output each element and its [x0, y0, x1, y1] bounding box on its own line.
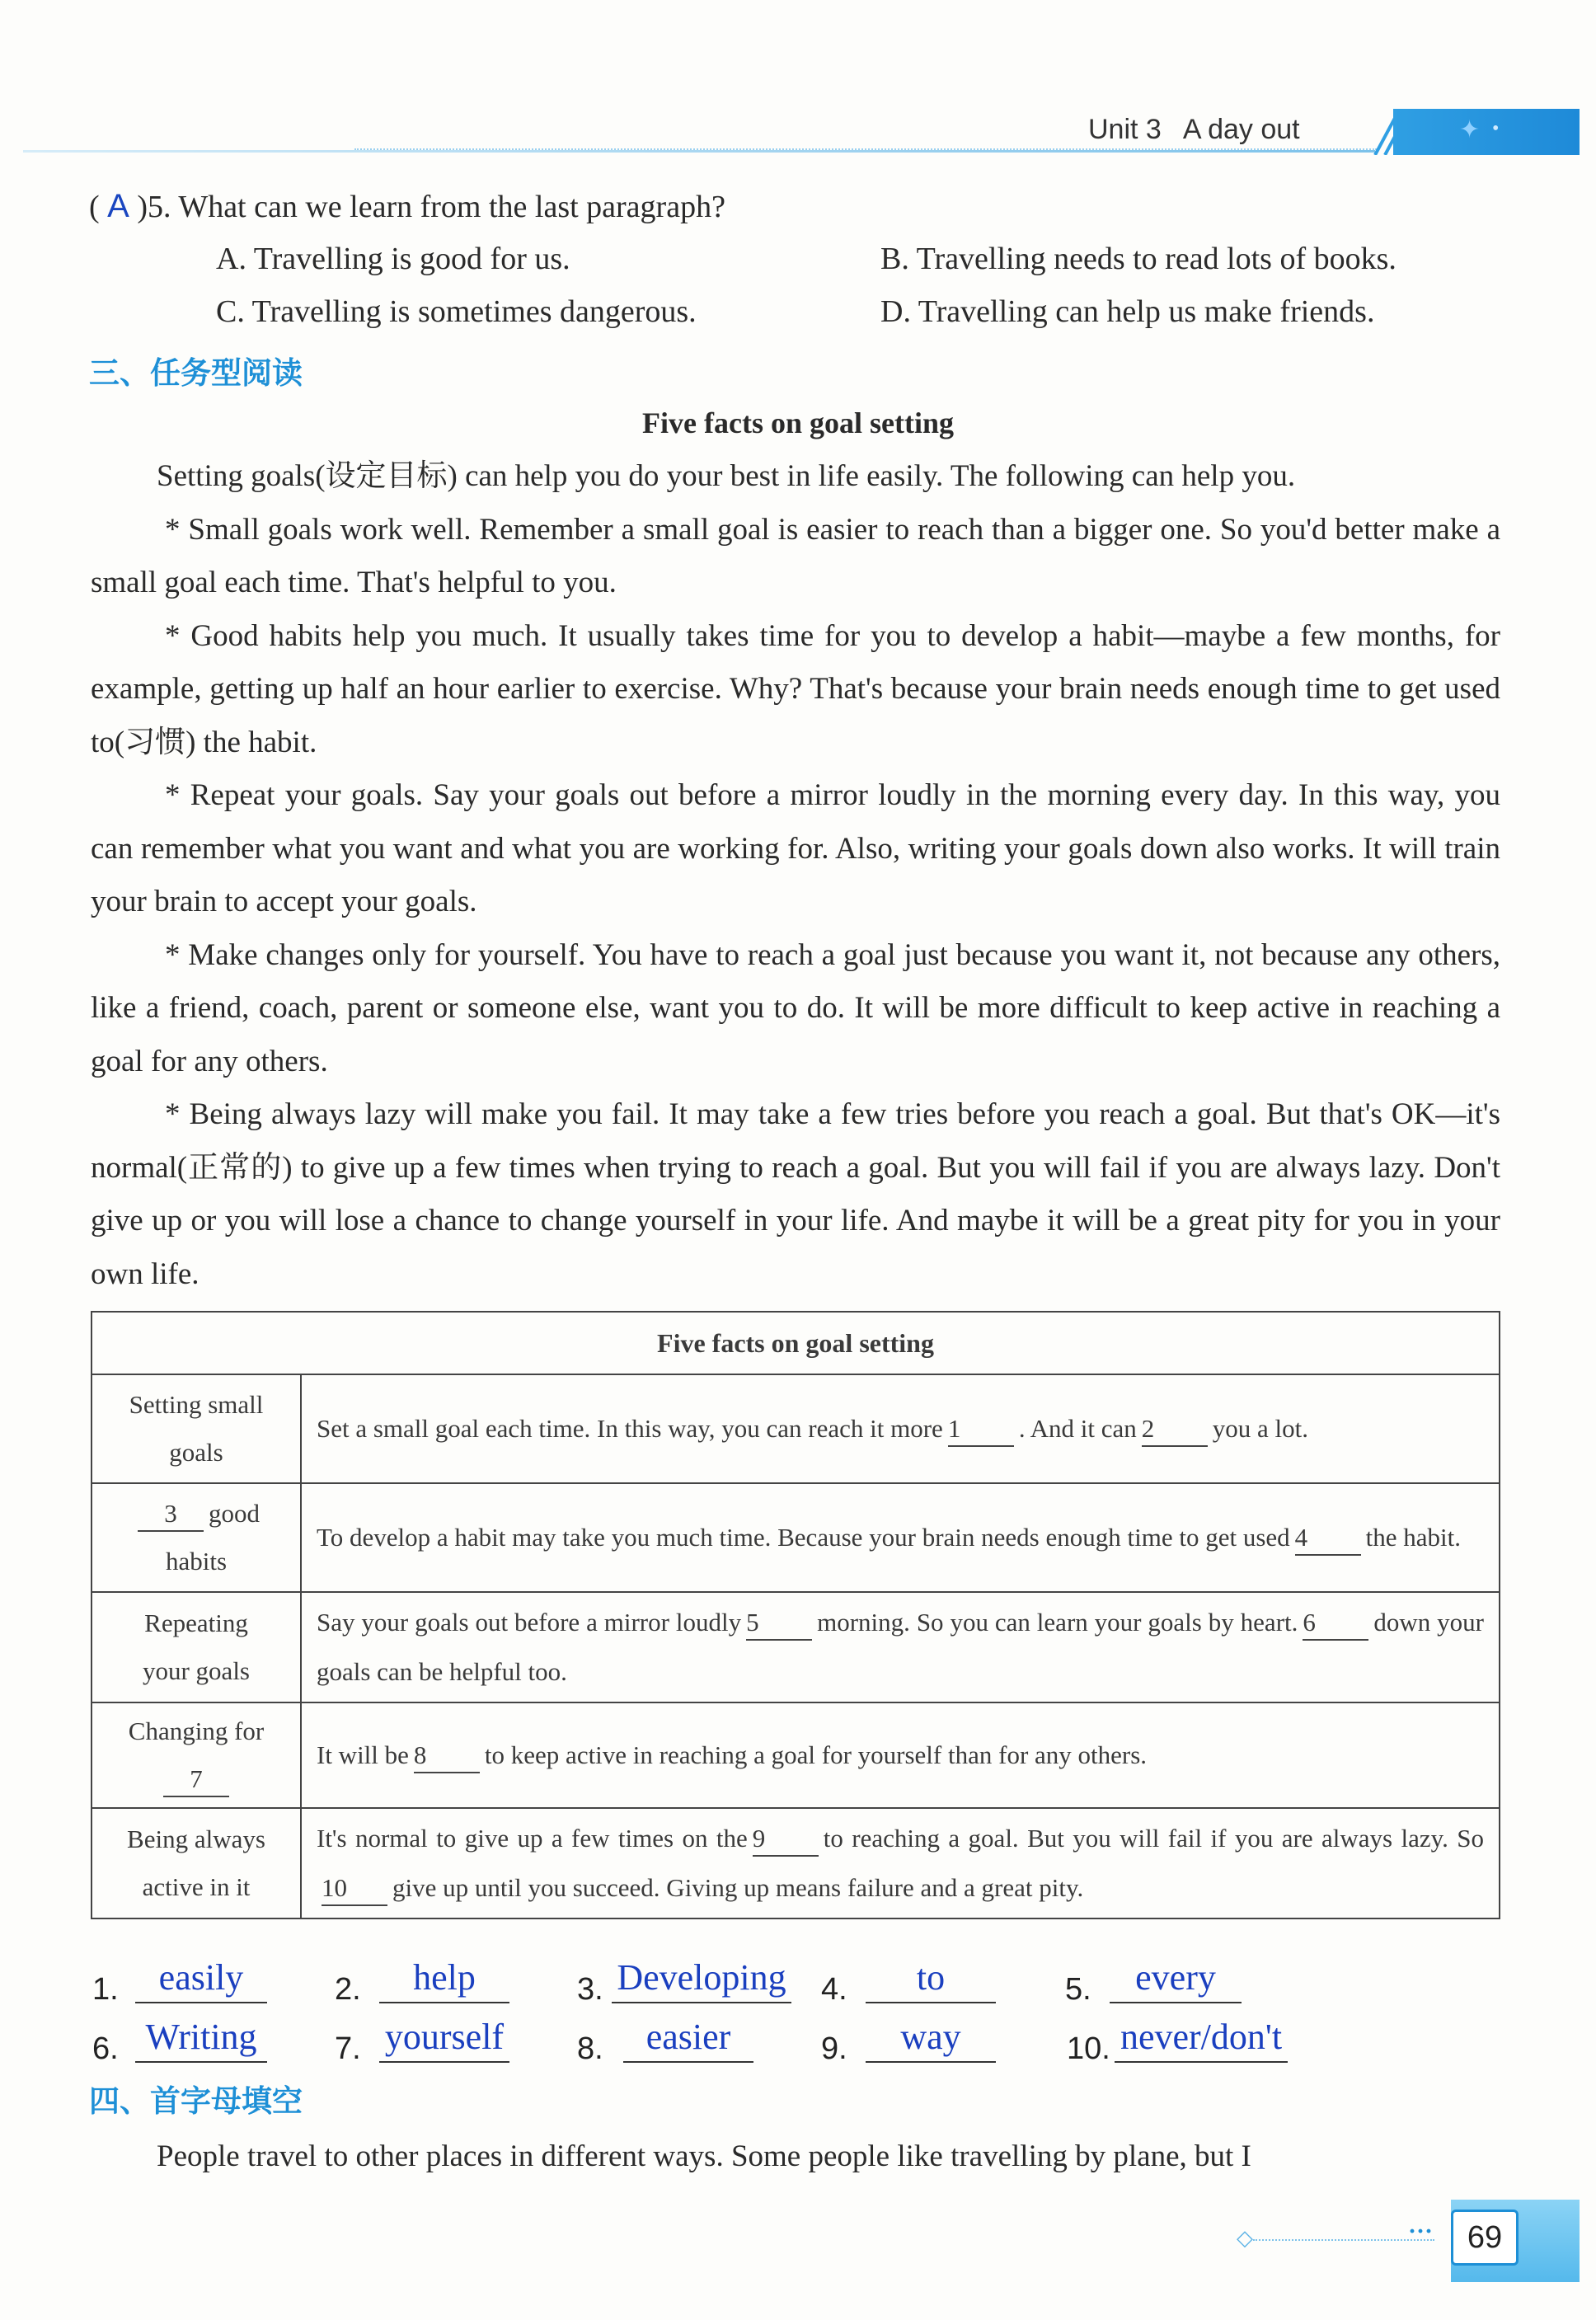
table-row	[92, 1592, 1500, 1702]
answer-number: 2.	[335, 1972, 361, 2007]
row-content	[301, 1483, 1500, 1592]
answer-value: help	[379, 1954, 509, 2003]
header-band	[1393, 109, 1580, 155]
row-text: give up until you succeed. Giving up means failure and a great pity.	[392, 1873, 1084, 1902]
unit-title: A day out	[1182, 114, 1300, 145]
row-label-line: active in it	[142, 1872, 251, 1901]
answer-value: easily	[135, 1954, 267, 2003]
section-3-title: 三、任务型阅读	[89, 355, 303, 391]
question-5-answer: A	[107, 188, 129, 224]
option-c: C. Travelling is sometimes dangerous.	[216, 294, 697, 329]
answer-value: easier	[623, 2013, 753, 2063]
ellipsis-icon: ···	[1408, 2218, 1434, 2245]
row-text: to keep active in reaching a goal for yourself than for any others.	[484, 1740, 1148, 1769]
row-label-line: your goals	[142, 1656, 250, 1685]
table-row	[92, 1808, 1500, 1918]
answer-value: to	[866, 1954, 996, 2003]
facts-table	[91, 1311, 1500, 1919]
page-number: 69	[1451, 2210, 1519, 2266]
row-label	[92, 1592, 301, 1702]
blank-8: 8	[414, 1739, 480, 1773]
option-a: A. Travelling is good for us.	[216, 242, 570, 276]
answer-number: 7.	[335, 2031, 361, 2066]
diamond-icon: ◇	[1237, 2226, 1253, 2250]
row-label	[92, 1374, 301, 1483]
paragraph-lazy: * Being always lazy will make you fail. It may take a few tries before you reach a goal. But that's OK—it's normal(正常的) to give up a few times when trying to reach a goal. But you will fail if you are always lazy. Don't give up or you will lose a chance to change yourself in your life. And maybe it will be a great pity for you in your own life.	[91, 1097, 1500, 1291]
option-b: B. Travelling needs to read lots of books.	[880, 242, 1396, 276]
blank-6: 6	[1303, 1606, 1368, 1641]
section-4-text	[91, 2130, 1500, 2184]
blank-2: 2	[1142, 1412, 1208, 1447]
answer-number: 1.	[92, 1972, 119, 2007]
answer-value: never/don't	[1115, 2013, 1288, 2063]
running-header	[1088, 114, 1321, 146]
footer-dotted-rule	[1253, 2239, 1434, 2241]
row-text: Set a small goal each time. In this way, you can reach it more	[317, 1414, 943, 1443]
row-label-line	[97, 1490, 295, 1538]
header-dotted-rule	[354, 148, 1377, 152]
paragraph-good-habits: * Good habits help you much. It usually takes time for you to develop a habit—maybe a few months, for example, getting up half an hour earlier to exercise. Why? That's because your brain needs enough time to get used to(习惯) the habit.	[91, 618, 1500, 759]
row-text: Say your goals out before a mirror loudly	[317, 1608, 742, 1637]
row-label-line: Repeating	[144, 1609, 248, 1637]
question-5-stem: What can we learn from the last paragraph?	[178, 190, 725, 224]
row-text: to reaching a goal. But you will fail if you are always lazy. So	[823, 1824, 1484, 1853]
row-label	[92, 1483, 301, 1592]
question-5	[89, 188, 725, 225]
blank-10: 10	[322, 1871, 387, 1906]
paren-open: (	[89, 190, 100, 224]
row-label-line: Setting small	[129, 1390, 264, 1419]
blank-7: 7	[163, 1763, 229, 1797]
section-4-title: 四、首字母填空	[89, 2083, 303, 2119]
table-row	[92, 1374, 1500, 1483]
answer-number: 6.	[92, 2031, 119, 2066]
answer-number: 3.	[577, 1972, 603, 2007]
row-label-line	[97, 1755, 295, 1803]
answer-number: 5.	[1065, 1972, 1091, 2007]
row-label-line: Changing for	[128, 1717, 265, 1745]
star-icon: ✦	[1459, 116, 1481, 143]
row-label-text: good	[209, 1499, 260, 1528]
answer-number: 4.	[821, 1972, 847, 2007]
row-text: . And it can	[1018, 1414, 1137, 1443]
option-d: D. Travelling can help us make friends.	[880, 294, 1375, 329]
row-content	[301, 1374, 1500, 1483]
row-text: morning. So you can learn your goals by heart.	[817, 1608, 1298, 1637]
paragraph-make-changes: * Make changes only for yourself. You have to reach a goal just because you want it, not because any others, like a friend, coach, parent or someone else, want you to do. It will be more difficult to keep active in reaching a goal for any others.	[91, 937, 1500, 1078]
blank-3: 3	[138, 1497, 204, 1532]
row-label-line: goals	[169, 1438, 223, 1467]
unit-label: Unit 3	[1088, 114, 1162, 145]
answer-value: way	[866, 2013, 996, 2063]
question-5-number: )5.	[137, 190, 171, 224]
blank-5: 5	[746, 1606, 812, 1641]
blank-4: 4	[1295, 1521, 1361, 1556]
table-title: Five facts on goal setting	[92, 1312, 1500, 1374]
row-text: It will be	[317, 1740, 409, 1769]
table-row	[92, 1483, 1500, 1592]
table-row	[92, 1702, 1500, 1808]
passage-title: Five facts on goal setting	[642, 406, 954, 439]
row-text: To develop a habit may take you much time. Because your brain needs enough time to get used	[317, 1523, 1290, 1552]
row-text: It's normal to give up a few times on the	[317, 1824, 748, 1853]
answer-number: 9.	[821, 2031, 847, 2066]
paragraph-repeat-goals: * Repeat your goals. Say your goals out before a mirror loudly in the morning every day. In this way, you can remember what you want and what you are working for. Also, writing your goals down also works. It will train your brain to accept your goals.	[91, 778, 1500, 918]
passage-body	[91, 450, 1500, 1301]
answer-value: yourself	[379, 2013, 509, 2063]
answer-number: 8.	[577, 2031, 603, 2066]
blank-1: 1	[948, 1412, 1014, 1447]
row-label	[92, 1702, 301, 1808]
answer-value: Writing	[135, 2013, 267, 2063]
answer-value: Developing	[612, 1954, 791, 2003]
section-4-first-line: People travel to other places in different ways. Some people like travelling by plane, but I	[157, 2139, 1251, 2173]
row-text: the habit.	[1365, 1523, 1462, 1552]
row-label-line: habits	[165, 1547, 228, 1576]
answer-number: 10.	[1067, 2031, 1110, 2066]
paragraph-intro: Setting goals(设定目标) can help you do your best in life easily. The following can help you.	[157, 459, 1296, 493]
row-text: down your goals can be helpful too.	[317, 1608, 1484, 1686]
blank-9: 9	[753, 1822, 819, 1857]
row-label	[92, 1808, 301, 1918]
row-content	[301, 1808, 1500, 1918]
row-label-line: Being always	[127, 1825, 265, 1853]
dot-icon: •	[1492, 118, 1500, 139]
answer-value: every	[1110, 1954, 1242, 2003]
table-header-row	[92, 1312, 1500, 1374]
paragraph-small-goals: * Small goals work well. Remember a small goal is easier to reach than a bigger one. So you'd better make a small goal each time. That's helpful to you.	[91, 512, 1500, 599]
row-content	[301, 1592, 1500, 1702]
row-content	[301, 1702, 1500, 1808]
row-text: you a lot.	[1212, 1414, 1308, 1443]
